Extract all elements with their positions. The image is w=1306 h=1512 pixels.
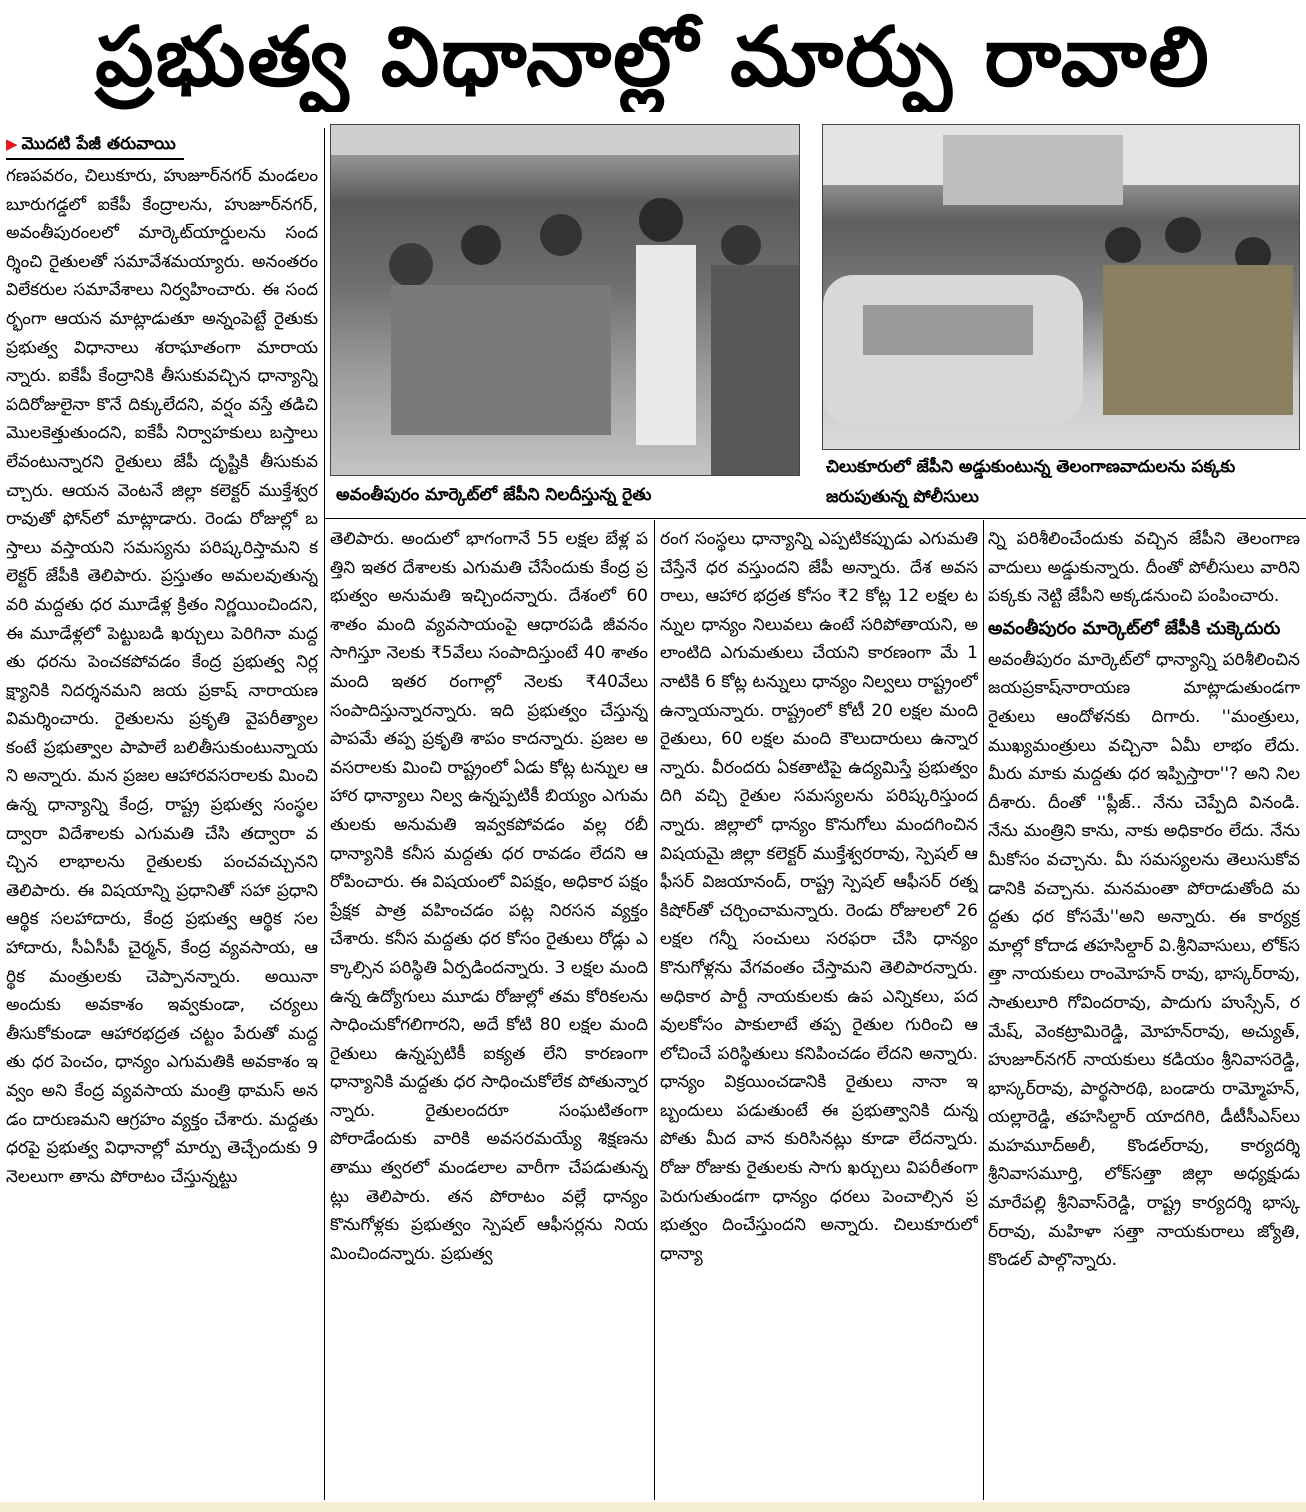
article-column-3 <box>660 525 978 1500</box>
column-divider <box>983 520 984 1500</box>
subheading: అవంతీపురం మార్కెట్‌లో జేపీకి చుక్కెదురు <box>988 617 1281 639</box>
photo-icon <box>823 125 1299 449</box>
column-divider <box>654 520 655 1500</box>
photo-police-and-crowd <box>822 124 1300 450</box>
article-text: రంగ సంస్థలు ధాన్యాన్ని ఎప్పటికప్పుడు ఎగుమతి చేస్తేనే ధర వస్తుందని జేపీ అన్నారు. దేశ అవసరాలు, ఆహార భద్రత కోసం ₹2 కోట్ల 12 లక్షల టన్నుల ధాన్యం నిలువలు ఉంటే సరిపోతాయని, అలాంటిది ఎగుమతులు చేయని కారణంగా మే 1 నాటికి 6 కోట్ల టన్నులు ధాన్యం నిల్వలు రాష్ట్రంలో ఉన్నాయన్నారు. రాష్ట్రంలో కోటీ 20 లక్షల మంది రైతులు, 60 లక్షల మంది కౌలుదారులు ఉన్నారన్నారు. వీరందరు ఏకతాటిపై ఉద్యమిస్తే ప్రభుత్వం దిగి వచ్చి రైతుల సమస్యలను పరిష్కరిస్తుందన్నారు. జిల్లాలో ధాన్యం కొనుగోలు మందగించిన విషయమై జిల్లా కలెక్టర్ ముక్తేశ్వరరావు, స్పెషల్ ఆఫీసర్ విజయానంద్, రాష్ట్ర స్పెషల్ ఆఫీసర్ రత్నకిషోర్‌తో చర్చించామన్నారు. రెండు రోజులలో 26 లక్షల గన్నీ సంచులు సరఫరా చేసి ధాన్యం కొనుగోళ్లను వేగవంతం చేస్తామని తెలిపారన్నారు. అధికార పార్టీ నాయకులకు ఉప ఎన్నికలు, పదవులకోసం పాకులాటే తప్ప రైతుల గురించి ఆలోచించే పరిస్థితులు కనిపించడం లేదని అన్నారు. ధాన్యం విక్రయించడానికి రైతులు నానా ఇబ్బందులు పడుతుంటే ఈ ప్రభుత్వానికి దున్నపోతు మీద వాన కురిసినట్లు కూడా లేదన్నారు. రోజు రోజుకు రైతులకు సాగు ఖర్చులు విపరీతంగా పెరుగుతుండగా ధాన్యం ధరలు పెంచాల్సిన ప్రభుత్వం దించేస్తుందని అన్నారు. చిలుకూరులో ధాన్యా <box>660 529 978 1264</box>
photo-caption-2: చిలుకూరులో జేపీని అడ్డుకుంటున్న తెలంగాణవాదులను పక్కకు జరుపుతున్న పోలీసులు <box>826 457 1236 507</box>
page-bottom-band <box>0 1502 1306 1512</box>
article-text: గణపవరం, చిలుకూరు, హుజూర్‌నగర్ మండలం బూరుగడ్డలో ఐకేపీ కేంద్రాలను, హుజూర్‌నగర్, అవంతీపురంలలో మార్కెట్‌యార్డులను సందర్శించి రైతులతో సమావేశమయ్యారు. అనంతరం విలేకరుల సమావేశాలు నిర్వహించారు. ఈ సందర్భంగా ఆయన మాట్లాడుతూ అన్నంపెట్టే రైతుకు ప్రభుత్వ విధానాలు శరాఘాతంగా మారాయన్నారు. ఐకేపీ కేంద్రానికి తీసుకువచ్చిన ధాన్యాన్ని పదిరోజులైనా కొనే దిక్కులేదని, వర్షం వస్తే తడిచి మొలకెత్తుతుందని, ఐకేపీ నిర్వాహకులు బస్తాలు లేవంటున్నారని రైతులు జేపీ దృష్టికి తీసుకువచ్చారు. ఆయన వెంటనే జిల్లా కలెక్టర్ ముక్తేశ్వర రావుతో ఫోన్‌లో మాట్లాడారు. రెండు రోజుల్లో బస్తాలు వస్తాయని సమస్యను పరిష్కరిస్తామని కలెక్టర్ జేపీకి తెలిపారు. ప్రస్తుతం అమలవుతున్న వరి మద్దతు ధర మూడేళ్ల క్రితం నిర్ణయించిందని, ఈ మూడేళ్లలో పెట్టుబడి ఖర్చులు పెరిగినా మద్దతు ధరను పెంచకపోవడం కేంద్ర ప్రభుత్వ నిర్లక్ష్యానికి నిదర్శనమని జయ ప్రకాష్ నారాయణ విమర్శించారు. రైతులను ప్రకృతి వైపరీత్యాలకంటే ప్రభుత్వాల పాపాలే బలితీసుకుంటున్నాయని అన్నారు. మన ప్రజల ఆహారవసరాలకు మించి ఉన్న ధాన్యాన్ని కేంద్ర, రాష్ట్ర ప్రభుత్వ సంస్థల ద్వారా విదేశాలకు ఎగుమతి చేసి తద్వారా వచ్చిన లాభాలను రైతులకు పంచవచ్చునని తెలిపారు. ఈ విషయాన్ని ప్రధానితో సహా ప్రధాని ఆర్థిక సలహాదారు, కేంద్ర ప్రభుత్వ ఆర్థిక సలహాదారు, సీఏసీపీ చైర్మన్, కేంద్ర వ్యవసాయ, ఆర్థిక మంత్రులకు చెప్పానన్నారు. అయినా అందుకు అవకాశం ఇవ్వకుండా, చర్యలు తీసుకోకుండా ఆహారభద్రత చట్టం పేరుతో మద్దతు ధర పెంచం, ధాన్యం ఎగుమతికి అవకాశం ఇవ్వం అని కేంద్ర వ్యవసాయ మంత్రి థామస్ అనడం దారుణమని ఆగ్రహం వ్యక్తం చేశారు. మద్దతు ధరపై ప్రభుత్వ విధానాల్లో మార్పు తెచ్చేందుకు 9 నెలలుగా తాను పోరాటం చేస్తున్నట్టు <box>6 166 318 1187</box>
article-text: అవంతీపురం మార్కెట్‌లో ధాన్యాన్ని పరిశీలించిన జయప్రకాష్‌నారాయణ మాట్లాడుతుండగా రైతులు ఆందోళనకు దిగారు. ''మంత్రులు, ముఖ్యమంత్రులు వచ్చినా ఏమీ లాభం లేదు. మీరు మాకు మద్దతు ధర ఇప్పిస్తారా''? అని నిలదీశారు. దీంతో ''ప్లీజ్.. నేను చెప్పేది వినండి. నేను మంత్రిని కాను, నాకు అధికారం లేదు. నేను మీకోసం వచ్చాను. మీ సమస్యలను తెలుసుకోవడానికి వచ్చాను. మనమంతా పోరాడుతోంది మద్దతు ధర కోసమే''అని అన్నారు. ఈ కార్యక్రమాల్లో కోదాడ తహసిల్దార్ వి.శ్రీనివాసులు, లోక్‌సత్తా నాయకులు రాంమోహన్ రావు, భాస్కర్‌రావు, సాతులూరి గోవిందరావు, పాదుగు హుస్సేన్, రమేష్, వెంకట్రామిరెడ్డి, మోహన్‌రావు, అచ్యుత్, హుజూర్‌నగర్ నాయకులు కడియం శ్రీనివాసరెడ్డి, భాస్కర్‌రావు, పార్థసారథి, బండారు రామ్మోహన్, యల్లారెడ్డి, తహసిల్దార్ యాదగిరి, డీటీసీఎస్‌లు మహమూద్‌అలీ, కొండల్‌రావు, కార్యదర్శి శ్రీనివాసమూర్తి, లోక్‌సత్తా జిల్లా అధ్యక్షుడు మారేపల్లి శ్రీనివాస్‌రెడ్డి, రాష్ట్ర కార్యదర్శి భాస్కర్‌రావు, మహిళా సత్తా నాయకురాలు జ్యోతి, కొండల్ పాల్గొన్నారు. <box>988 649 1300 1271</box>
play-arrow-icon: ▶ <box>6 135 18 153</box>
article-column-4 <box>988 525 1300 1500</box>
section-divider <box>324 518 1306 519</box>
photo-caption-1: అవంతీపురం మార్కెట్‌లో జేపీని నిలదీస్తున్న రైతు <box>336 485 652 505</box>
article-column-1 <box>6 130 318 1500</box>
column-divider <box>324 128 325 1500</box>
photo-farmers-questioning-jp <box>330 124 800 476</box>
photo-icon <box>331 125 799 475</box>
article-column-2 <box>330 525 648 1500</box>
article-text: న్ని పరిశీలించేందుకు వచ్చిన జేపీని తెలంగాణవాదులు అడ్డుకున్నారు. దీంతో పోలీసులు వారిని పక్కకు నెట్టి జేపీని అక్కడనుంచి పంపించారు. <box>988 529 1300 607</box>
headline: ప్రభుత్వ విధానాల్లో మార్పు రావాలి <box>95 10 1211 105</box>
article-text: తెలిపారు. అందులో భాగంగానే 55 లక్షల బేళ్ల పత్తిని ఇతర దేశాలకు ఎగుమతి చేసేందుకు కేంద్ర ప్రభుత్వం అనుమతి ఇచ్చిందన్నారు. దేశంలో 60శాతం మంది వ్యవసాయంపై ఆధారపడి జీవనం సాగిస్తూ నెలకు ₹5వేలు సంపాదిస్తుంటే 40 శాతం మంది ఇతర రంగాల్లో నెలకు ₹40వేలు సంపాదిస్తున్నారన్నారు. ఇది ప్రభుత్వం చేస్తున్న పాపమే తప్ప ప్రకృతి శాపం కాదన్నారు. ప్రజల అవసరాలకు మించి రాష్ట్రంలో ఏడు కోట్ల టన్నుల ఆహార ధాన్యాలు నిల్వ ఉన్నప్పటికీ బియ్యం ఎగుమతులకు అనుమతి ఇవ్వకపోవడం వల్ల రబీ ధాన్యానికి కనీస మద్దతు ధర రావడం లేదని ఆరోపించారు. ఈ విషయంలో విపక్షం, అధికార పక్షం ప్రేక్షక పాత్ర వహించడం పట్ల నిరసన వ్యక్తం చేశారు. కనీస మద్దతు ధర కోసం రైతులు రోడ్లు ఎక్కాల్సిన పరిస్థితి ఏర్పడిందన్నారు. 3 లక్షల మంది ఉన్న ఉద్యోగులు మూడు రోజుల్లో తమ కోరికలను సాధించుకోగలిగారని, అదే కోటి 80 లక్షల మంది రైతులు ఉన్నప్పటికీ ఐక్యత లేని కారణంగా ధాన్యానికి మద్దతు ధర సాధించుకోలేక పోతున్నారన్నారు. రైతులందరూ సంఘటితంగా పోరాడేందుకు వారికి అవసరమయ్యే శిక్షణను తాము త్వరలో మండలాల వారీగా చేపడుతున్నట్లు తెలిపారు. తన పోరాటం వల్లే ధాన్యం కొనుగోళ్లకు ప్రభుత్వం స్పెషల్ ఆఫీసర్లను నియమించిందన్నారు. ప్రభుత్వ <box>330 529 648 1264</box>
continued-label: మొదటి పేజీ తరువాయి <box>21 134 176 154</box>
continued-from-front-page <box>6 130 184 160</box>
